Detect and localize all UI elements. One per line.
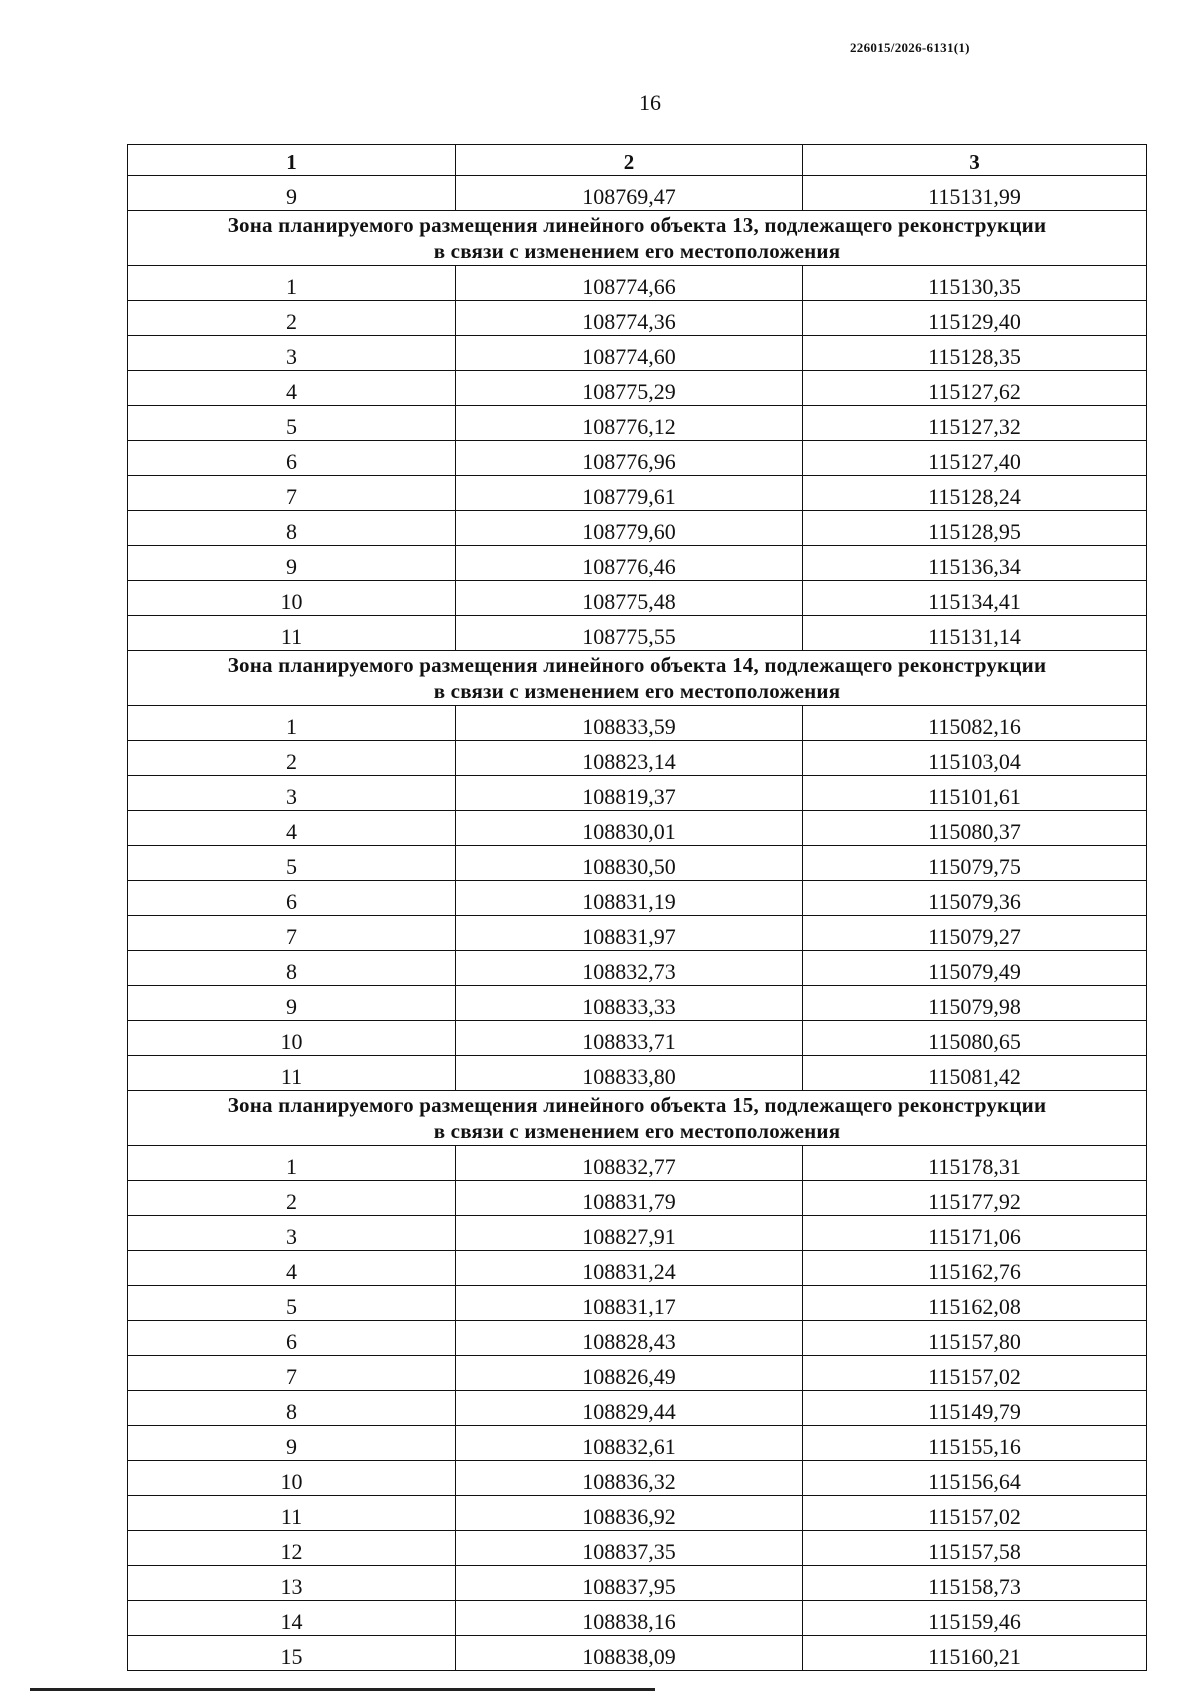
y-coordinate-cell: 115178,31	[803, 1146, 1147, 1181]
table-row	[128, 1056, 1147, 1091]
x-coordinate-cell: 108831,97	[456, 916, 803, 951]
x-coordinate-cell: 108779,61	[456, 476, 803, 511]
x-coordinate-cell: 108776,96	[456, 441, 803, 476]
y-coordinate-cell: 115131,14	[803, 616, 1147, 651]
zone-header-row	[128, 1091, 1147, 1146]
point-number-cell: 7	[128, 1356, 456, 1391]
table-row	[128, 406, 1147, 441]
zone-title-line: в связи с изменением его местоположения	[433, 1119, 841, 1143]
x-coordinate-cell: 108838,16	[456, 1601, 803, 1636]
column-header: 3	[803, 145, 1147, 176]
table-row	[128, 266, 1147, 301]
y-coordinate-cell: 115079,36	[803, 881, 1147, 916]
point-number-cell: 4	[128, 811, 456, 846]
point-number-cell: 13	[128, 1566, 456, 1601]
point-number-cell: 2	[128, 301, 456, 336]
y-coordinate-cell: 115149,79	[803, 1391, 1147, 1426]
point-number-cell: 4	[128, 371, 456, 406]
point-number-cell: 3	[128, 776, 456, 811]
x-coordinate-cell: 108832,77	[456, 1146, 803, 1181]
x-coordinate-cell: 108830,50	[456, 846, 803, 881]
point-number-cell: 8	[128, 511, 456, 546]
zone-header-row	[128, 211, 1147, 266]
y-coordinate-cell: 115136,34	[803, 546, 1147, 581]
y-coordinate-cell: 115128,24	[803, 476, 1147, 511]
table-row	[128, 546, 1147, 581]
table-row	[128, 1461, 1147, 1496]
zone-title-line: Зона планируемого размещения линейного объекта 15, подлежащего реконструкции	[227, 1093, 1047, 1117]
x-coordinate-cell: 108833,80	[456, 1056, 803, 1091]
x-coordinate-cell: 108836,92	[456, 1496, 803, 1531]
point-number-cell: 1	[128, 266, 456, 301]
y-coordinate-cell: 115157,58	[803, 1531, 1147, 1566]
table-row	[128, 1636, 1147, 1671]
point-number-cell: 12	[128, 1531, 456, 1566]
point-number-cell: 5	[128, 846, 456, 881]
table-row	[128, 776, 1147, 811]
y-coordinate-cell: 115155,16	[803, 1426, 1147, 1461]
y-coordinate-cell: 115162,76	[803, 1251, 1147, 1286]
y-coordinate-cell: 115079,27	[803, 916, 1147, 951]
table-row	[128, 616, 1147, 651]
table-row	[128, 1146, 1147, 1181]
zone-title-line: Зона планируемого размещения линейного объекта 14, подлежащего реконструкции	[227, 653, 1047, 677]
x-coordinate-cell: 108831,79	[456, 1181, 803, 1216]
point-number-cell: 14	[128, 1601, 456, 1636]
y-coordinate-cell: 115080,37	[803, 811, 1147, 846]
coordinates-table	[127, 144, 1147, 1671]
y-coordinate-cell: 115127,40	[803, 441, 1147, 476]
table-row	[128, 441, 1147, 476]
point-number-cell: 1	[128, 706, 456, 741]
table-row	[128, 1601, 1147, 1636]
y-coordinate-cell: 115162,08	[803, 1286, 1147, 1321]
point-number-cell: 15	[128, 1636, 456, 1671]
point-number-cell: 7	[128, 916, 456, 951]
table-row	[128, 1251, 1147, 1286]
table-row	[128, 1286, 1147, 1321]
y-coordinate-cell: 115128,35	[803, 336, 1147, 371]
y-coordinate-cell: 115080,65	[803, 1021, 1147, 1056]
point-number-cell: 7	[128, 476, 456, 511]
x-coordinate-cell: 108775,48	[456, 581, 803, 616]
x-coordinate-cell: 108776,12	[456, 406, 803, 441]
point-number-cell: 9	[128, 546, 456, 581]
point-number-cell: 10	[128, 1461, 456, 1496]
point-number-cell: 5	[128, 1286, 456, 1321]
x-coordinate-cell: 108832,73	[456, 951, 803, 986]
zone-title-line: в связи с изменением его местоположения	[433, 239, 841, 263]
y-coordinate-cell: 115171,06	[803, 1216, 1147, 1251]
y-coordinate-cell: 115157,02	[803, 1356, 1147, 1391]
y-coordinate-cell: 115079,98	[803, 986, 1147, 1021]
y-coordinate-cell: 115079,49	[803, 951, 1147, 986]
x-coordinate-cell: 108831,24	[456, 1251, 803, 1286]
table-row	[128, 1496, 1147, 1531]
table-row	[128, 1531, 1147, 1566]
point-number-cell: 6	[128, 881, 456, 916]
document-id: 226015/2026-6131(1)	[850, 40, 970, 55]
x-coordinate-cell: 108774,60	[456, 336, 803, 371]
x-coordinate-cell: 108833,33	[456, 986, 803, 1021]
zone-header-row	[128, 651, 1147, 706]
y-coordinate-cell: 115157,80	[803, 1321, 1147, 1356]
table-row	[128, 1566, 1147, 1601]
y-coordinate-cell: 115127,62	[803, 371, 1147, 406]
zone-title	[128, 651, 1147, 706]
table-row	[128, 581, 1147, 616]
y-coordinate-cell: 115081,42	[803, 1056, 1147, 1091]
table-body	[128, 145, 1147, 1671]
zone-title	[128, 1091, 1147, 1146]
point-number-cell: 2	[128, 1181, 456, 1216]
point-number-cell: 4	[128, 1251, 456, 1286]
y-coordinate-cell: 115160,21	[803, 1636, 1147, 1671]
x-coordinate-cell: 108774,66	[456, 266, 803, 301]
y-coordinate-cell: 115127,32	[803, 406, 1147, 441]
table-row	[128, 511, 1147, 546]
y-coordinate-cell: 115134,41	[803, 581, 1147, 616]
x-coordinate-cell: 108830,01	[456, 811, 803, 846]
point-number-cell: 5	[128, 406, 456, 441]
table-row	[128, 846, 1147, 881]
column-header: 1	[128, 145, 456, 176]
y-coordinate-cell: 115103,04	[803, 741, 1147, 776]
point-number-cell: 9	[128, 176, 456, 211]
y-coordinate-cell: 115158,73	[803, 1566, 1147, 1601]
y-coordinate-cell: 115101,61	[803, 776, 1147, 811]
point-number-cell: 11	[128, 1056, 456, 1091]
x-coordinate-cell: 108827,91	[456, 1216, 803, 1251]
point-number-cell: 9	[128, 986, 456, 1021]
x-coordinate-cell: 108776,46	[456, 546, 803, 581]
table-row	[128, 371, 1147, 406]
table-row	[128, 1021, 1147, 1056]
point-number-cell: 3	[128, 1216, 456, 1251]
table-row	[128, 986, 1147, 1021]
table-row	[128, 1426, 1147, 1461]
x-coordinate-cell: 108823,14	[456, 741, 803, 776]
x-coordinate-cell: 108826,49	[456, 1356, 803, 1391]
y-coordinate-cell: 115159,46	[803, 1601, 1147, 1636]
page-number: 16	[639, 90, 661, 115]
x-coordinate-cell: 108779,60	[456, 511, 803, 546]
x-coordinate-cell: 108831,17	[456, 1286, 803, 1321]
x-coordinate-cell: 108837,35	[456, 1531, 803, 1566]
point-number-cell: 6	[128, 1321, 456, 1356]
y-coordinate-cell: 115079,75	[803, 846, 1147, 881]
zone-title	[128, 211, 1147, 266]
x-coordinate-cell: 108774,36	[456, 301, 803, 336]
y-coordinate-cell: 115130,35	[803, 266, 1147, 301]
x-coordinate-cell: 108831,19	[456, 881, 803, 916]
y-coordinate-cell: 115177,92	[803, 1181, 1147, 1216]
table-row	[128, 176, 1147, 211]
x-coordinate-cell: 108833,71	[456, 1021, 803, 1056]
point-number-cell: 1	[128, 1146, 456, 1181]
x-coordinate-cell: 108838,09	[456, 1636, 803, 1671]
x-coordinate-cell: 108833,59	[456, 706, 803, 741]
x-coordinate-cell: 108828,43	[456, 1321, 803, 1356]
table-row	[128, 1216, 1147, 1251]
x-coordinate-cell: 108832,61	[456, 1426, 803, 1461]
x-coordinate-cell: 108775,29	[456, 371, 803, 406]
table-row	[128, 951, 1147, 986]
table-header-row	[128, 145, 1147, 176]
point-number-cell: 3	[128, 336, 456, 371]
y-coordinate-cell: 115156,64	[803, 1461, 1147, 1496]
point-number-cell: 10	[128, 1021, 456, 1056]
table-row	[128, 741, 1147, 776]
x-coordinate-cell: 108775,55	[456, 616, 803, 651]
table-row	[128, 1356, 1147, 1391]
point-number-cell: 6	[128, 441, 456, 476]
x-coordinate-cell: 108836,32	[456, 1461, 803, 1496]
y-coordinate-cell: 115157,02	[803, 1496, 1147, 1531]
table-row	[128, 301, 1147, 336]
y-coordinate-cell: 115131,99	[803, 176, 1147, 211]
point-number-cell: 2	[128, 741, 456, 776]
point-number-cell: 11	[128, 1496, 456, 1531]
point-number-cell: 9	[128, 1426, 456, 1461]
table-row	[128, 336, 1147, 371]
table-row	[128, 881, 1147, 916]
table-row	[128, 1391, 1147, 1426]
footer-rule	[30, 1688, 655, 1691]
table-row	[128, 916, 1147, 951]
x-coordinate-cell: 108819,37	[456, 776, 803, 811]
x-coordinate-cell: 108769,47	[456, 176, 803, 211]
x-coordinate-cell: 108829,44	[456, 1391, 803, 1426]
point-number-cell: 8	[128, 1391, 456, 1426]
y-coordinate-cell: 115128,95	[803, 511, 1147, 546]
table-row	[128, 1321, 1147, 1356]
table-row	[128, 476, 1147, 511]
table-row	[128, 1181, 1147, 1216]
table-row	[128, 706, 1147, 741]
y-coordinate-cell: 115082,16	[803, 706, 1147, 741]
x-coordinate-cell: 108837,95	[456, 1566, 803, 1601]
zone-title-line: в связи с изменением его местоположения	[433, 679, 841, 703]
point-number-cell: 11	[128, 616, 456, 651]
point-number-cell: 8	[128, 951, 456, 986]
column-header: 2	[456, 145, 803, 176]
point-number-cell: 10	[128, 581, 456, 616]
table-row	[128, 811, 1147, 846]
zone-title-line: Зона планируемого размещения линейного объекта 13, подлежащего реконструкции	[227, 213, 1047, 237]
y-coordinate-cell: 115129,40	[803, 301, 1147, 336]
